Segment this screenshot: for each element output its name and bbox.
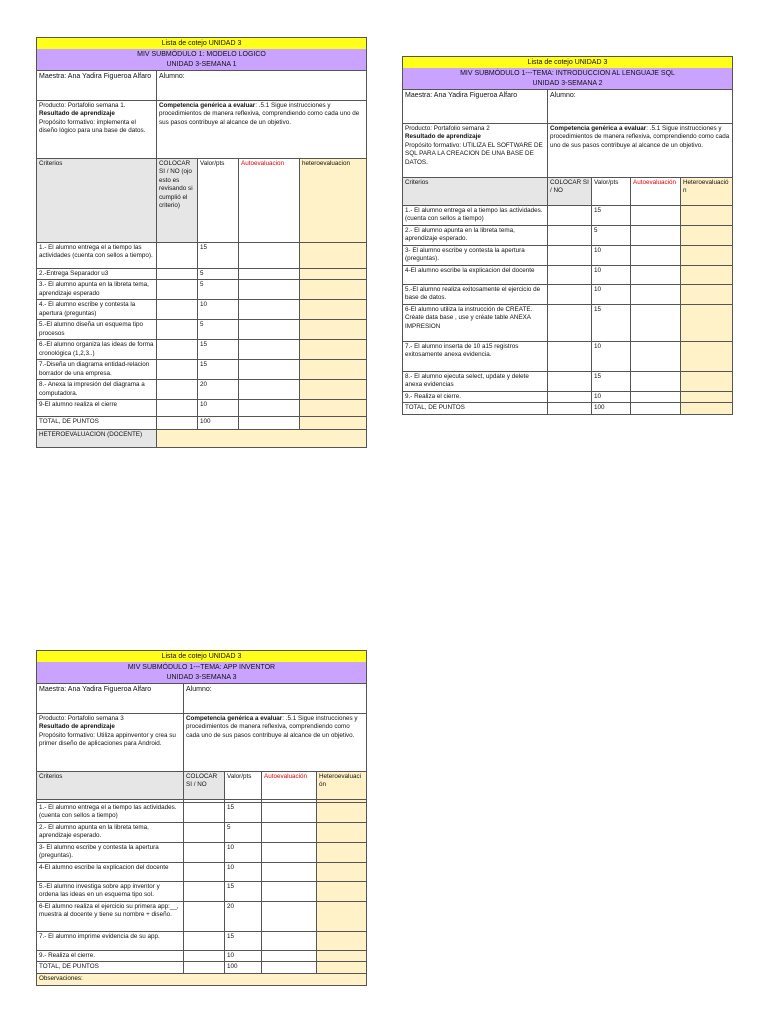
- mark-cell[interactable]: [157, 360, 198, 380]
- criteria-row: [37, 300, 367, 320]
- value-header: Valor/pts: [592, 177, 631, 205]
- points-value: 15: [592, 205, 631, 225]
- criterion-text: 1.- El alumno entrega el a tiempo las actividades. (cuenta con sellos a tiempo): [403, 205, 548, 225]
- criterion-text: 2.-Entrega Separador u3: [37, 268, 157, 280]
- hetero-eval-cell[interactable]: [317, 822, 367, 842]
- hetero-eval-cell[interactable]: [300, 400, 367, 417]
- self-eval-cell[interactable]: [262, 931, 317, 950]
- hetero-eval-header: Heteroevaluación: [681, 177, 733, 205]
- self-eval-cell[interactable]: [239, 242, 300, 268]
- criteria-row: [403, 391, 733, 403]
- mark-cell[interactable]: [157, 320, 198, 340]
- hetero-eval-cell[interactable]: [300, 280, 367, 300]
- criterion-text: 8.- Anexa la impresión del diagrama a computadora.: [37, 380, 157, 400]
- self-eval-cell[interactable]: [631, 265, 681, 284]
- criteria-row: [403, 205, 733, 225]
- self-eval-cell[interactable]: [631, 341, 681, 371]
- criterion-text: 9.- Realiza el cierre.: [403, 391, 548, 403]
- checklist-week-2: [402, 56, 732, 415]
- mark-cell[interactable]: [548, 371, 592, 391]
- self-eval-header: Autoevaluacion: [239, 158, 300, 242]
- hetero-eval-cell[interactable]: [681, 371, 733, 391]
- points-value: 15: [198, 360, 239, 380]
- header-title: Lista de cotejo UNIDAD 3: [37, 651, 367, 663]
- points-value: 10: [198, 300, 239, 320]
- mark-cell[interactable]: [157, 400, 198, 417]
- mark-cell[interactable]: [548, 205, 592, 225]
- value-header: Valor/pts: [198, 158, 239, 242]
- total-value: 100: [592, 403, 631, 415]
- total-value: 100: [198, 417, 239, 430]
- hetero-eval-cell[interactable]: [300, 300, 367, 320]
- teacher-name: Maestra: Ana Yadira Figueroa Alfaro: [37, 683, 184, 713]
- criterion-text: 7.-Diseña un diagrama entidad-relacion borrador de una empresa.: [37, 360, 157, 380]
- criterion-text: 5.-El alumno investiga sobre app inventor y ordena las ideas en un esquema tipo sol.: [37, 881, 184, 901]
- points-value: 10: [225, 842, 262, 862]
- hetero-eval-cell[interactable]: [317, 950, 367, 962]
- total-label: TOTAL, DE PUNTOS: [403, 403, 548, 415]
- hetero-eval-cell[interactable]: [681, 304, 733, 341]
- criteria-header: Criterios: [37, 158, 157, 242]
- self-eval-cell[interactable]: [631, 225, 681, 245]
- hetero-eval-cell[interactable]: [681, 265, 733, 284]
- self-eval-cell[interactable]: [239, 320, 300, 340]
- mark-cell[interactable]: [184, 881, 225, 901]
- criteria-row: [37, 320, 367, 340]
- points-value: 15: [225, 931, 262, 950]
- competence-info: Competencia genérica a evaluar: .5.1 Sigue instrucciones y procedimientos de manera reflexiva, comprendiendo como cada uno de sus pasos contribuye al alcance de un objetivo.: [548, 123, 733, 177]
- criteria-row: [37, 268, 367, 280]
- competence-info: Competencia genérica a evaluar: .5.1 Sigue instrucciones y procedimientos de manera reflexiva, comprendiendo como cada uno de sus pasos contribuye al alcance de un objetivo.: [184, 713, 367, 771]
- self-eval-header: Autoevaluación: [262, 771, 317, 799]
- hetero-eval-cell[interactable]: [317, 862, 367, 881]
- criterion-text: 4-El alumno escribe la explicacion del docente: [403, 265, 548, 284]
- criteria-row: [403, 304, 733, 341]
- hetero-eval-cell[interactable]: [300, 360, 367, 380]
- self-eval-cell[interactable]: [631, 245, 681, 265]
- criterion-text: 2.- El alumno apunta en la libreta tema, aprendizaje esperado.: [37, 822, 184, 842]
- self-eval-cell[interactable]: [262, 862, 317, 881]
- criteria-row: [37, 842, 367, 862]
- points-value: 10: [225, 862, 262, 881]
- mark-cell[interactable]: [548, 225, 592, 245]
- self-eval-header: Autoevaluación: [631, 177, 681, 205]
- criteria-row: [37, 360, 367, 380]
- student-field[interactable]: Alumno:: [157, 70, 367, 100]
- mark-cell[interactable]: [184, 901, 225, 931]
- mark-cell[interactable]: [157, 242, 198, 268]
- self-eval-cell[interactable]: [631, 371, 681, 391]
- hetero-eval-cell[interactable]: [300, 268, 367, 280]
- mark-cell[interactable]: [184, 802, 225, 822]
- criterion-text: 1.- El alumno entrega el a tiempo las actividades. (cuenta con sellos a tiempo): [37, 802, 184, 822]
- criterion-text: 1.- El alumno entrega el a tiempo las actividades (cuenta con sellos a tiempo).: [37, 242, 157, 268]
- points-value: 5: [592, 225, 631, 245]
- hetero-eval-cell[interactable]: [317, 842, 367, 862]
- points-value: 5: [198, 320, 239, 340]
- observations-field[interactable]: Observaciones:: [37, 974, 367, 986]
- points-value: 10: [225, 950, 262, 962]
- criterion-text: 6.-El alumno organiza las ideas de forma cronológica (1,2,3..): [37, 340, 157, 360]
- criteria-row: [37, 881, 367, 901]
- criteria-row: [37, 931, 367, 950]
- points-value: 15: [198, 242, 239, 268]
- criteria-row: [37, 380, 367, 400]
- points-value: 20: [198, 380, 239, 400]
- criterion-text: 3- El alumno escribe y contesta la apertura (preguntas).: [37, 842, 184, 862]
- mark-cell[interactable]: [157, 280, 198, 300]
- mark-cell[interactable]: [548, 265, 592, 284]
- mark-cell[interactable]: [157, 340, 198, 360]
- mark-header: COLOCAR SI / NO: [548, 177, 592, 205]
- self-eval-cell[interactable]: [262, 802, 317, 822]
- criteria-row: [403, 225, 733, 245]
- criterion-text: 5.-El alumno diseña un esquema tipo procesos: [37, 320, 157, 340]
- hetero-eval-cell[interactable]: [300, 242, 367, 268]
- criteria-row: [403, 341, 733, 371]
- hetero-eval-cell[interactable]: [317, 802, 367, 822]
- hetero-eval-cell[interactable]: [681, 205, 733, 225]
- criterion-text: 4-El alumno escribe la explicacion del docente: [37, 862, 184, 881]
- criterion-text: 9-El alumno realiza el cierre: [37, 400, 157, 417]
- mark-cell[interactable]: [157, 380, 198, 400]
- criteria-header: Criterios: [403, 177, 548, 205]
- product-info: Producto: Portafolio semana 1. Resultado de aprendizaje Propósito formativo: implementa el diseño lógico para una base de datos.: [37, 100, 157, 158]
- hetero-eval-cell[interactable]: [317, 881, 367, 901]
- teacher-eval-field[interactable]: [157, 430, 367, 448]
- points-value: 15: [225, 881, 262, 901]
- criterion-text: 6-El alumno realiza el ejercicio su primera app:__, muestra al docente y tiene su nombre + diseño.: [37, 901, 184, 931]
- points-value: 5: [225, 822, 262, 842]
- points-value: 10: [592, 391, 631, 403]
- self-eval-cell[interactable]: [262, 950, 317, 962]
- self-eval-cell[interactable]: [239, 300, 300, 320]
- hetero-eval-cell[interactable]: [681, 341, 733, 371]
- hetero-eval-cell[interactable]: [681, 284, 733, 304]
- header-subtitle: MIV SUBMÓDULO 1---TEMA: APP INVENTOR UNIDAD 3-SEMANA 3: [37, 662, 367, 683]
- points-value: 15: [592, 304, 631, 341]
- hetero-eval-cell[interactable]: [681, 225, 733, 245]
- points-value: 10: [592, 284, 631, 304]
- criterion-text: 4.- El alumno escribe y contesta la apertura (preguntas): [37, 300, 157, 320]
- points-value: 10: [592, 245, 631, 265]
- self-eval-cell[interactable]: [239, 268, 300, 280]
- points-value: 20: [225, 901, 262, 931]
- self-eval-cell[interactable]: [239, 340, 300, 360]
- criteria-row: [37, 862, 367, 881]
- checklist-table: [402, 56, 733, 415]
- header-subtitle: MIV SUBMÓDULO 1---TEMA: INTRODUCCION AL LENGUAJE SQL UNIDAD 3-SEMANA 2: [403, 68, 733, 89]
- hetero-eval-header: Heteroevaluación: [317, 771, 367, 799]
- teacher-name: Maestra: Ana Yadira Figueroa Alfaro: [37, 70, 157, 100]
- product-info: Producto: Portafolio semana 2 Resultado de aprendizaje Propósito formativo: UTILIZA EL SOFTWARE DE SQL PARA LA CREACION DE UNA BASE DE DATOS.: [403, 123, 548, 177]
- checklist-week-1: [36, 37, 366, 448]
- total-label: TOTAL, DE PUNTOS: [37, 962, 184, 974]
- hetero-eval-cell[interactable]: [300, 320, 367, 340]
- competence-info: Competencia genérica a evaluar: .5.1 Sigue instrucciones y procedimientos de manera reflexiva, comprendiendo como cada uno de sus pasos contribuye al alcance de un objetivo.: [157, 100, 367, 158]
- value-header: Valor/pts: [225, 771, 262, 799]
- teacher-name: Maestra: Ana Yadira Figueroa Alfaro: [403, 89, 548, 123]
- criteria-row: [403, 265, 733, 284]
- teacher-eval-label: HETEROEVALUACION (DOCENTE): [37, 430, 157, 448]
- points-value: 5: [198, 268, 239, 280]
- mark-cell[interactable]: [184, 931, 225, 950]
- self-eval-cell[interactable]: [262, 822, 317, 842]
- hetero-eval-cell[interactable]: [317, 931, 367, 950]
- criterion-text: 7.- El alumno imprime evidencia de su app.: [37, 931, 184, 950]
- self-eval-cell[interactable]: [239, 280, 300, 300]
- criteria-row: [37, 950, 367, 962]
- criteria-row: [37, 400, 367, 417]
- mark-cell[interactable]: [157, 300, 198, 320]
- points-value: 10: [198, 400, 239, 417]
- mark-cell[interactable]: [548, 304, 592, 341]
- criteria-row: [37, 280, 367, 300]
- mark-cell[interactable]: [548, 391, 592, 403]
- mark-cell[interactable]: [157, 268, 198, 280]
- criterion-text: 2.- El alumno apunta en la libreta tema, aprendizaje esperado.: [403, 225, 548, 245]
- criterion-text: 6-El alumno utiliza la instrucción de CREATE. Créate data base , use y créate table ANEXA IMPRESION: [403, 304, 548, 341]
- criterion-text: 3.- El alumno apunta en la libreta tema, aprendizaje esperado: [37, 280, 157, 300]
- hetero-eval-cell[interactable]: [300, 380, 367, 400]
- mark-cell[interactable]: [548, 341, 592, 371]
- mark-cell[interactable]: [548, 284, 592, 304]
- checklist-table: [36, 37, 367, 448]
- hetero-eval-header: heteroevaluacion: [300, 158, 367, 242]
- points-value: 5: [198, 280, 239, 300]
- self-eval-cell[interactable]: [631, 284, 681, 304]
- criteria-row: [403, 245, 733, 265]
- self-eval-cell[interactable]: [239, 360, 300, 380]
- criterion-text: 8.- El alumno ejecuta select, update y delete anexa evidencias: [403, 371, 548, 391]
- checklist-table: [36, 650, 367, 986]
- hetero-eval-cell[interactable]: [681, 391, 733, 403]
- checklist-week-3: [36, 650, 366, 986]
- total-value: 100: [225, 962, 262, 974]
- mark-cell[interactable]: [548, 245, 592, 265]
- criteria-row: [37, 340, 367, 360]
- points-value: 10: [592, 265, 631, 284]
- hetero-eval-cell[interactable]: [317, 901, 367, 931]
- points-value: 15: [225, 802, 262, 822]
- criteria-row: [37, 802, 367, 822]
- criteria-header: Criterios: [37, 771, 184, 799]
- student-field[interactable]: Alumno:: [184, 683, 367, 713]
- criteria-row: [37, 901, 367, 931]
- mark-cell[interactable]: [184, 842, 225, 862]
- criterion-text: 3- El alumno escribe y contesta la apertura (preguntas).: [403, 245, 548, 265]
- self-eval-cell[interactable]: [631, 205, 681, 225]
- criterion-text: 5.-El alumno realiza exitosamente el ejercicio de base de datos.: [403, 284, 548, 304]
- self-eval-cell[interactable]: [262, 901, 317, 931]
- header-title: Lista de cotejo UNIDAD 3: [37, 38, 367, 50]
- points-value: 15: [592, 371, 631, 391]
- self-eval-cell[interactable]: [262, 842, 317, 862]
- mark-header: COLOCAR SI / NO: [184, 771, 225, 799]
- hetero-eval-cell[interactable]: [300, 340, 367, 360]
- hetero-eval-cell[interactable]: [681, 245, 733, 265]
- self-eval-cell[interactable]: [631, 391, 681, 403]
- mark-cell[interactable]: [184, 862, 225, 881]
- self-eval-cell[interactable]: [239, 380, 300, 400]
- self-eval-cell[interactable]: [631, 304, 681, 341]
- header-subtitle: MIV SUBMÓDULO 1: MODELO LOGICO UNIDAD 3-SEMANA 1: [37, 49, 367, 70]
- mark-cell[interactable]: [184, 822, 225, 842]
- mark-cell[interactable]: [184, 950, 225, 962]
- points-value: 15: [198, 340, 239, 360]
- header-title: Lista de cotejo UNIDAD 3: [403, 57, 733, 69]
- criteria-row: [403, 371, 733, 391]
- self-eval-cell[interactable]: [262, 881, 317, 901]
- self-eval-cell[interactable]: [239, 400, 300, 417]
- total-label: TOTAL, DE PUNTOS: [37, 417, 157, 430]
- criteria-row: [403, 284, 733, 304]
- points-value: 10: [592, 341, 631, 371]
- criterion-text: 9.- Realiza el cierre.: [37, 950, 184, 962]
- criteria-row: [37, 822, 367, 842]
- product-info: Producto: Portafolio semana 3 Resultado de aprendizaje Propósito formativo: Utiliza appinventor y crea su primer diseño de aplicaciones para Android.: [37, 713, 184, 771]
- criterion-text: 7.- El alumno inserta de 10 a15 registros exitosamente anexa evidencia.: [403, 341, 548, 371]
- mark-header: COLOCAR SI / NO (ojo esto es revisando si cumplió el criterio): [157, 158, 198, 242]
- criteria-row: [37, 242, 367, 268]
- student-field[interactable]: Alumno:: [548, 89, 733, 123]
